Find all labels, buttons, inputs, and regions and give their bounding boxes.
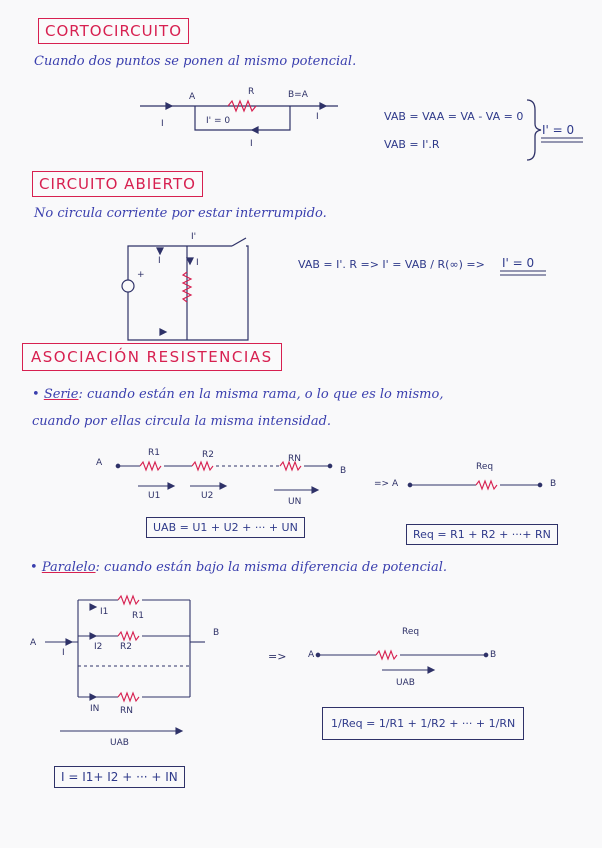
current-label-I-bottom: I xyxy=(250,139,253,149)
resistor-association-title: ASOCIACIÓN RESISTENCIAS xyxy=(22,343,282,371)
label-I-right: I xyxy=(196,258,199,268)
parallel-node-B: B xyxy=(213,628,220,638)
series-U2: U2 xyxy=(201,491,214,501)
open-circuit-diagram xyxy=(122,238,248,340)
parallel-Req: Req xyxy=(402,627,420,637)
parallel-text: : cuando están bajo la misma diferencia de potencial. xyxy=(95,560,448,575)
current-label-I-prime: I' = 0 xyxy=(206,116,231,126)
parallel-UAB: UAB xyxy=(110,738,129,748)
series-description-line1 xyxy=(32,387,443,402)
parallel-R2: R2 xyxy=(120,642,132,652)
series-RN: RN xyxy=(288,454,301,464)
label-plus: + xyxy=(137,270,145,280)
parallel-RN: RN xyxy=(120,706,133,716)
short-circuit-result: I' = 0 xyxy=(542,123,575,137)
resistor-label-R: R xyxy=(248,87,255,97)
parallel-equivalent-A: A xyxy=(308,650,315,660)
label-I-prime: I' xyxy=(191,232,197,242)
parallel-current-equation: I = I1+ I2 + ··· + IN xyxy=(54,766,185,788)
series-Req: Req xyxy=(476,462,494,472)
open-circuit-result: I' = 0 xyxy=(502,256,535,270)
series-node-B: B xyxy=(340,466,347,476)
parallel-I2: I2 xyxy=(94,642,103,652)
parallel-equivalent-arrow: => xyxy=(268,650,287,663)
bullet: • xyxy=(32,387,44,402)
node-label-B-eq-A: B=A xyxy=(288,90,308,100)
parallel-description xyxy=(30,560,447,575)
node-label-A: A xyxy=(189,92,196,102)
parallel-node-A: A xyxy=(30,638,37,648)
parallel-I: I xyxy=(62,648,65,658)
series-label: Serie xyxy=(43,387,79,402)
short-circuit-title: CORTOCIRCUITO xyxy=(38,18,189,44)
parallel-label: Paralelo xyxy=(41,560,96,575)
bullet: • xyxy=(30,560,42,575)
parallel-resistance-equation: 1/Req = 1/R1 + 1/R2 + ··· + 1/RN xyxy=(322,707,524,740)
parallel-I1: I1 xyxy=(100,607,109,617)
label-I-left: I xyxy=(158,256,161,266)
current-label-I-left: I xyxy=(161,119,164,129)
open-circuit-description: No circula corriente por estar interrumpido. xyxy=(34,206,327,221)
parallel-R1: R1 xyxy=(132,611,144,621)
open-circuit-title: CIRCUITO ABIERTO xyxy=(32,171,203,197)
short-circuit-eq2: VAB = I'.R xyxy=(384,138,440,151)
series-description-line2: cuando por ellas circula la misma intensidad. xyxy=(32,414,332,429)
parallel-equivalent-B: B xyxy=(490,650,497,660)
series-R1: R1 xyxy=(148,448,160,458)
short-circuit-description: Cuando dos puntos se ponen al mismo potencial. xyxy=(34,54,357,69)
series-text: : cuando están en la misma rama, o lo que es lo mismo, xyxy=(78,387,444,402)
series-U1: U1 xyxy=(148,491,161,501)
open-circuit-eq: VAB = I'. R => I' = VAB / R(∞) => xyxy=(298,258,485,271)
series-R2: R2 xyxy=(202,450,214,460)
series-equivalent-B: B xyxy=(550,479,557,489)
series-resistance-equation: Req = R1 + R2 + ···+ RN xyxy=(406,524,558,545)
parallel-IN: IN xyxy=(90,704,100,714)
current-label-I-right: I xyxy=(316,112,319,122)
short-circuit-eq1: VAB = VAA = VA - VA = 0 xyxy=(384,110,524,123)
brace xyxy=(527,100,541,160)
series-UN: UN xyxy=(288,497,302,507)
short-circuit-diagram xyxy=(140,101,338,133)
series-voltage-equation: UAB = U1 + U2 + ··· + UN xyxy=(146,517,305,538)
series-node-A: A xyxy=(96,458,103,468)
series-equivalent-arrow: => A xyxy=(374,479,399,489)
parallel-UAB-equivalent: UAB xyxy=(396,678,415,688)
